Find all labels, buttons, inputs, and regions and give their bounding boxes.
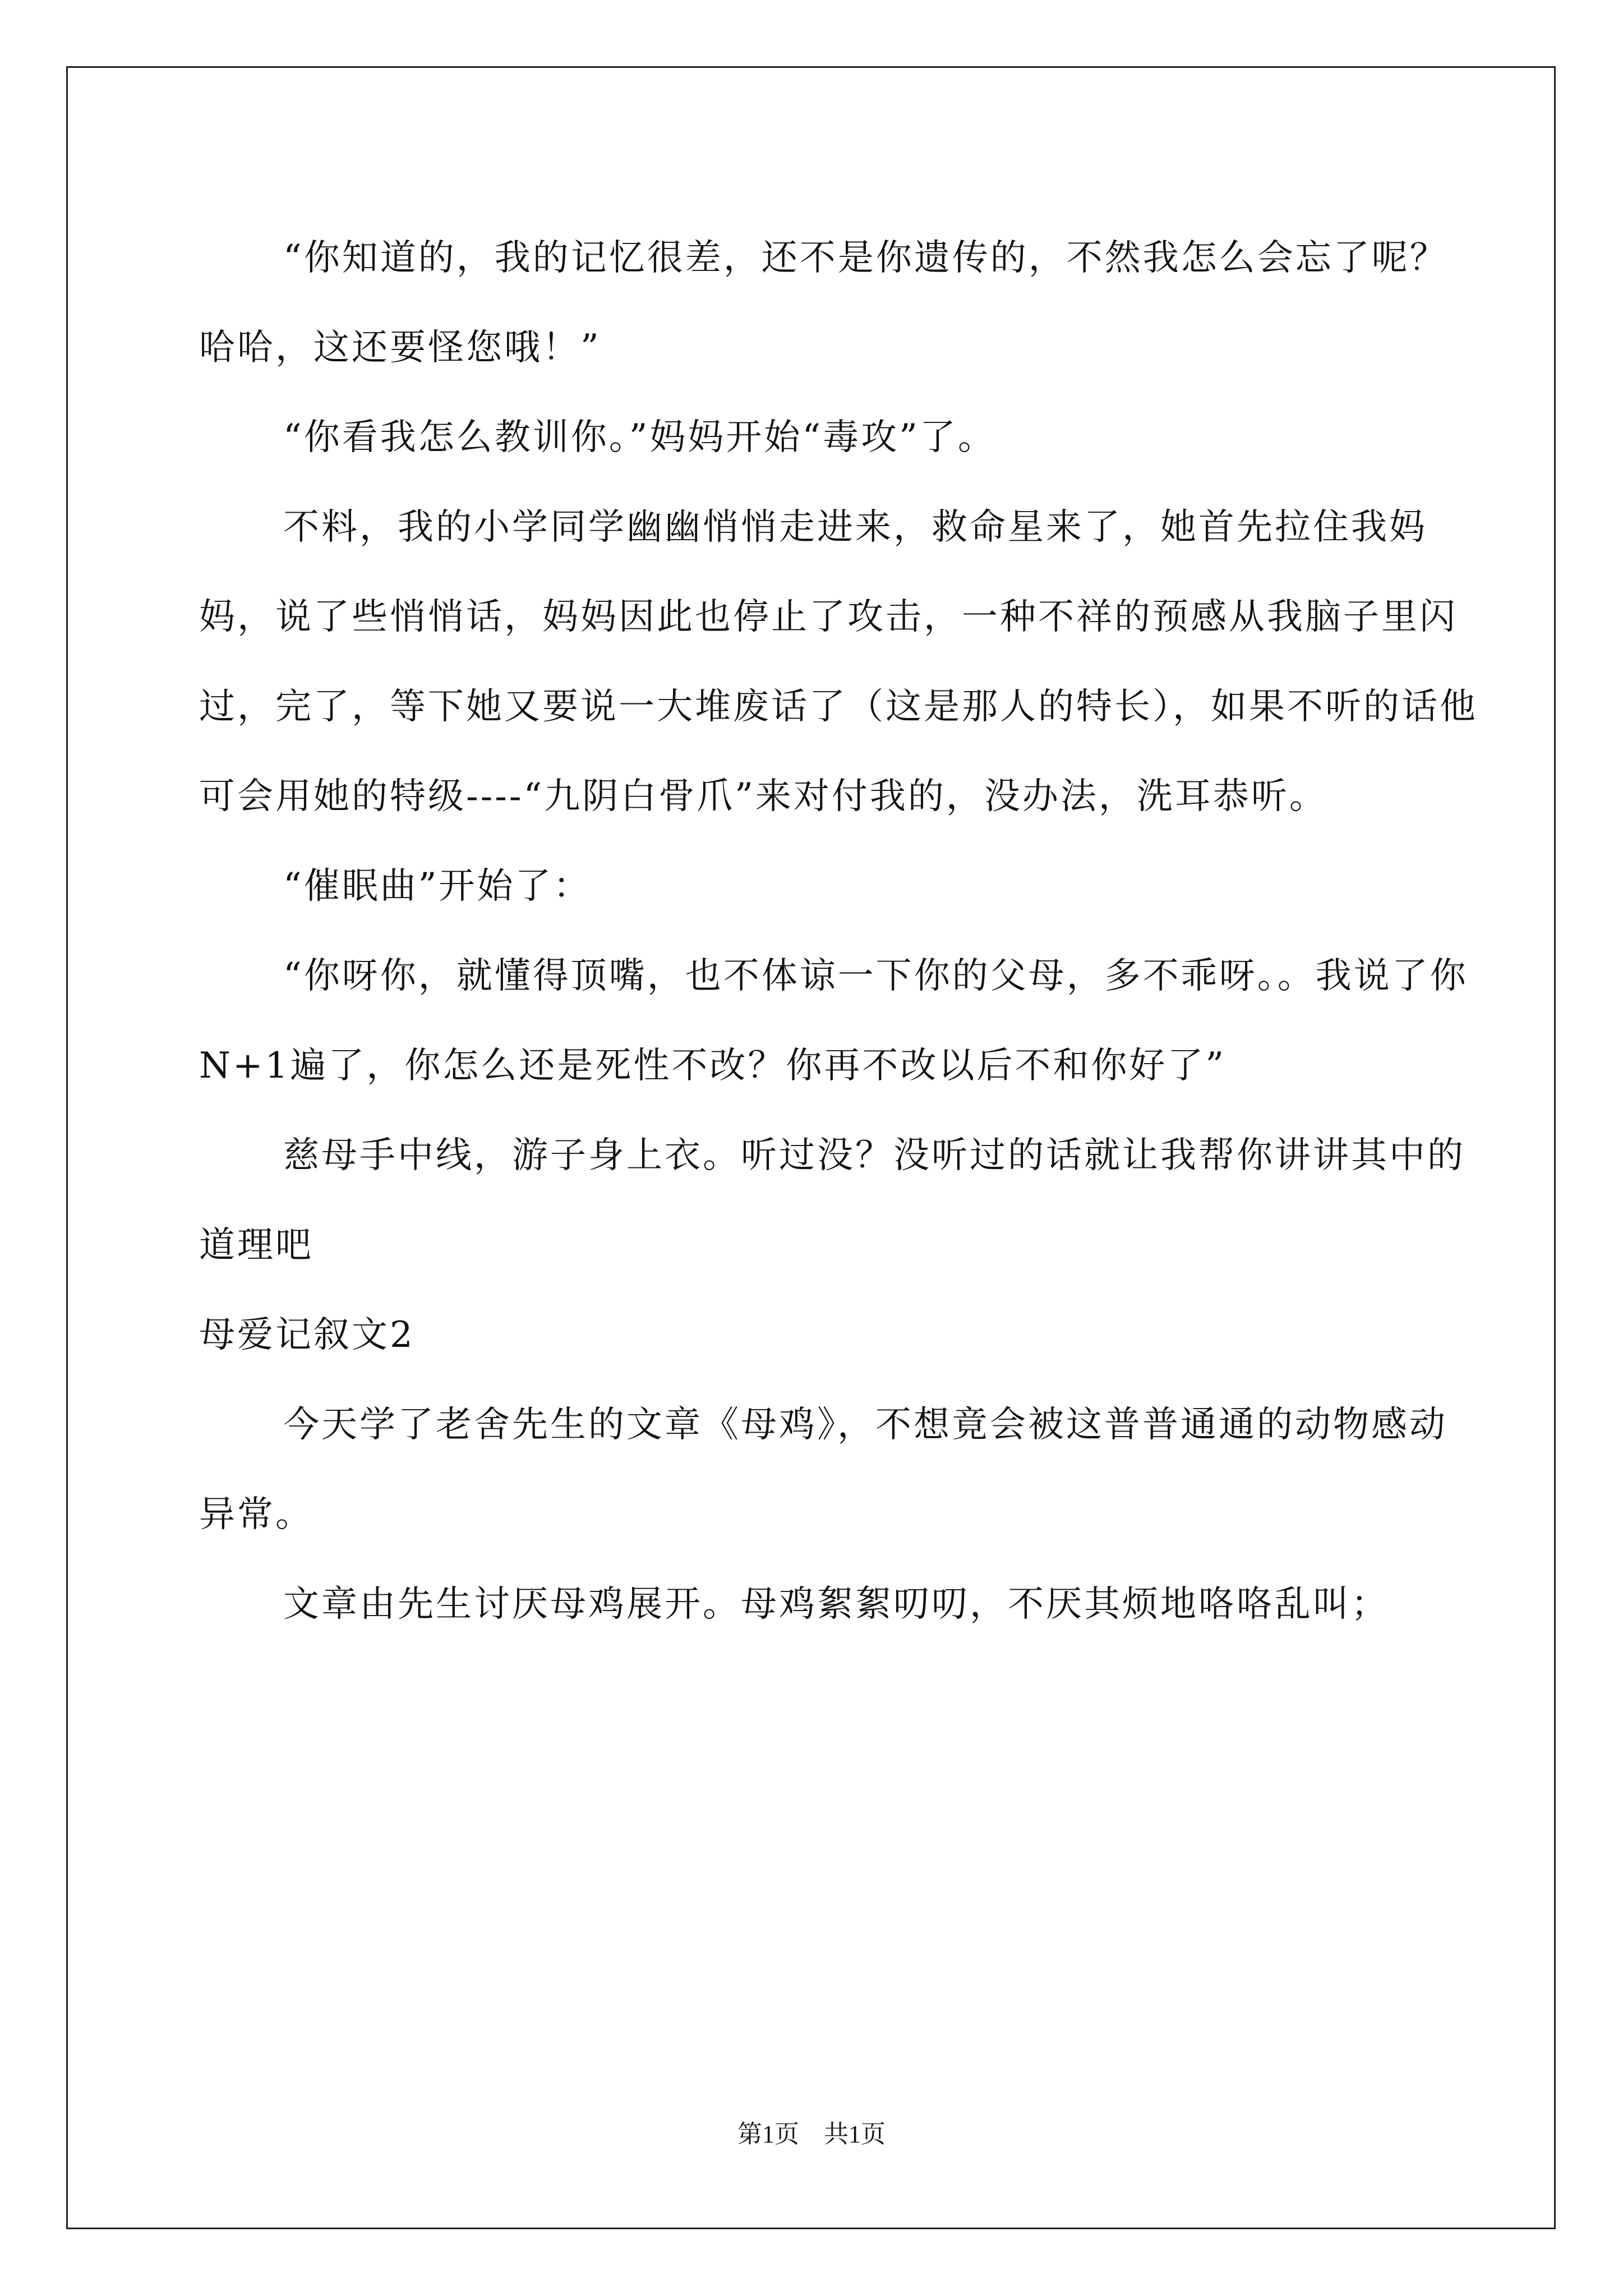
paragraph-4: “催眠曲”开始了： — [283, 866, 592, 907]
paragraph-1: “你知道的，我的记忆很差，还不是你遗传的，不然我怎么会忘了呢？哈哈，这还要怪您哦！” — [199, 237, 1448, 369]
page-footer: 第1页 共1页 — [737, 2120, 886, 2148]
document-body — [199, 213, 1478, 1649]
paragraph-5: “你呀你，就懂得顶嘴，也不体谅一下你的父母，多不乖呀。。我说了你N+1遍了，你怎么还是死性不改？你再不改以后不和你好了” — [199, 955, 1468, 1087]
paragraph-7: 今天学了老舍先生的文章《母鸡》，不想竟会被这普普通通的动物感动异常。 — [199, 1404, 1447, 1535]
paragraph-6: 慈母手中线，游子身上衣。听过没？没听过的话就让我帮你讲讲其中的道理吧 — [199, 1135, 1465, 1266]
paragraph-8: 文章由先生讨厌母鸡展开。母鸡絮絮叨叨，不厌其烦地咯咯乱叫； — [283, 1584, 1389, 1625]
paragraph-3: 不料，我的小学同学幽幽悄悄走进来，救命星来了，她首先拉住我妈妈，说了些悄悄话，妈妈因此也停止了攻击，一种不祥的预感从我脑子里闪过，完了，等下她又要说一大堆废话了（这是那人的特长），如果不听的话他可会用她的特级----“九阴白骨爪”来对付我的，没办法，洗耳恭听。 — [199, 507, 1478, 817]
paragraph-2: “你看我怎么教训你。”妈妈开始“毒攻”了。 — [283, 417, 996, 458]
section-heading: 母爱记叙文2 — [199, 1314, 415, 1356]
